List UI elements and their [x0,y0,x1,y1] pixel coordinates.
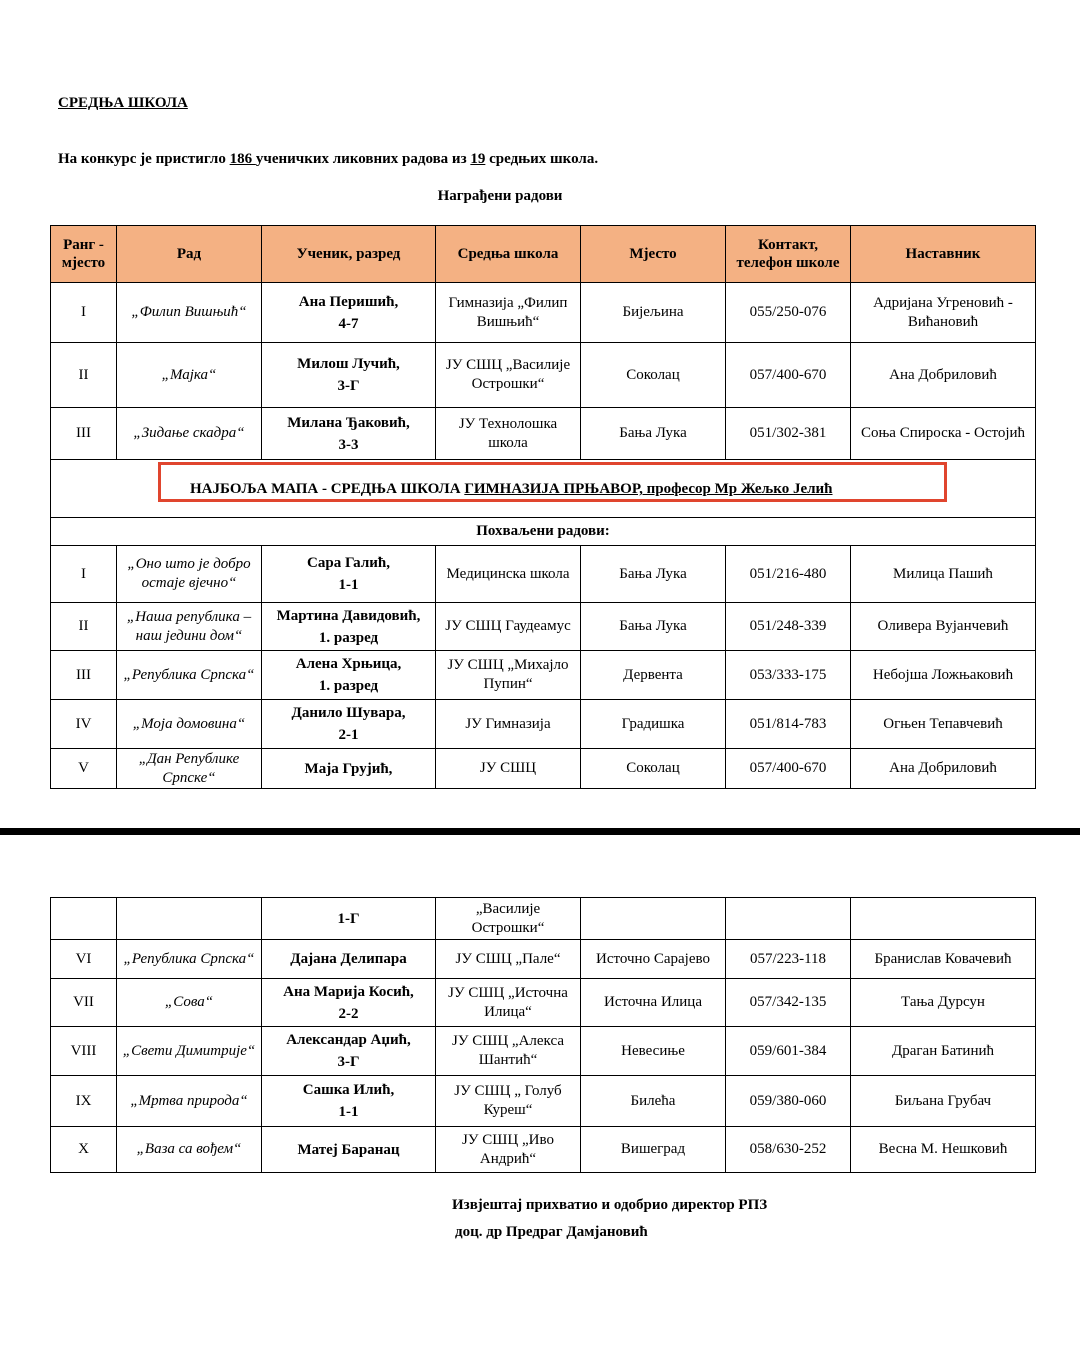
student-name: Милош Лучић, [297,356,400,372]
intro-paragraph [58,151,598,168]
student-cell [262,1076,436,1127]
work-cell [117,898,262,940]
teacher-cell: Небојша Ложњаковић [851,651,1036,700]
school-cell: ЈУ СШЦ „Пале“ [436,940,581,979]
place-cell [581,898,726,940]
place-cell: Дервента [581,651,726,700]
school-cell: Медицинска школа [436,546,581,603]
phone-cell: 059/601-384 [726,1027,851,1076]
column-header-teacher: Наставник [851,226,1036,283]
table-row [51,940,1036,979]
rank-cell [51,898,117,940]
teacher-cell: Ана Добриловић [851,749,1036,789]
rank-cell: II [51,603,117,651]
rank-cell: IV [51,700,117,749]
director-name: доц. др Предраг Дамјановић [455,1224,648,1240]
school-cell: ЈУ СШЦ [436,749,581,789]
student-class: 4-7 [338,315,359,332]
school-cell: ЈУ СШЦ „Василије Острошки“ [436,343,581,408]
school-cell: „Василије Острошки“ [436,898,581,940]
place-cell: Билећа [581,1076,726,1127]
best-map-prefix: НАЈБОЉА МАПА - СРЕДЊА ШКОЛА [190,481,465,497]
rank-cell: I [51,283,117,343]
schools-count: 19 [470,151,486,167]
teacher-cell: Весна М. Нешковић [851,1127,1036,1173]
student-class: 1. разред [318,629,379,646]
work-cell: „Република Српска“ [117,651,262,700]
school-cell: ЈУ СШЦ „Михајло Пупин“ [436,651,581,700]
rank-cell: VII [51,979,117,1027]
student-cell [262,700,436,749]
student-name: Алена Хрњица, [295,656,402,672]
phone-cell: 053/333-175 [726,651,851,700]
phone-cell: 051/248-339 [726,603,851,651]
place-cell: Бања Лука [581,603,726,651]
phone-cell: 051/814-783 [726,700,851,749]
student-name: Данило Шувара, [291,705,406,721]
column-header-rank: Ранг - мјесто [51,226,117,283]
student-class: 1-1 [338,1104,359,1120]
school-cell: ЈУ СШЦ „ Голуб Куреш“ [436,1076,581,1127]
table-header-row [51,226,1036,283]
section-heading: СРЕДЊА ШКОЛА [58,95,188,111]
teacher-cell: Адријана Угреновић - Вићановић [851,283,1036,343]
student-cell [262,1127,436,1173]
column-header-contact: Контакт, телефон школе [726,226,851,283]
teacher-cell: Драган Батинић [851,1027,1036,1076]
student-cell [262,940,436,979]
student-name: Дајана Делипара [290,951,407,967]
table-row [51,1076,1036,1127]
student-name: Ана Перишић, [298,293,399,310]
work-cell: „Сова“ [117,979,262,1027]
student-cell [262,408,436,460]
rank-cell: II [51,343,117,408]
student-class: 3-Г [337,378,360,394]
school-cell: ЈУ СШЦ Гаудеамус [436,603,581,651]
phone-cell: 057/223-118 [726,940,851,979]
student-class: 2-2 [338,1005,359,1022]
intro-part3: средњих школа. [485,151,599,167]
teacher-cell: Бранислав Ковачевић [851,940,1036,979]
column-header-school: Средња школа [436,226,581,283]
work-cell: „Моја домовина“ [117,700,262,749]
teacher-cell: Ана Добриловић [851,343,1036,408]
table-row [51,700,1036,749]
student-class: 3-Г [337,1054,360,1070]
work-cell: „Зидање скадра“ [117,408,262,460]
table-row [51,603,1036,651]
student-cell [262,651,436,700]
approval-text: Извјештај прихватио и одобрио директор РПЗ [452,1197,768,1213]
rank-cell: X [51,1127,117,1173]
best-map-text [190,481,833,498]
teacher-cell: Оливера Вујанчевић [851,603,1036,651]
best-map-winner: ГИМНАЗИЈА ПРЊАВОР, професор Мр Жељко Јелић [464,481,833,497]
table-row [51,408,1036,460]
student-name: Александар Аџић, [286,1032,411,1048]
phone-cell: 057/400-670 [726,343,851,408]
place-cell: Бања Лука [581,546,726,603]
student-name: Милана Ђаковић, [287,414,410,431]
student-cell [262,603,436,651]
student-class: 1. разред [318,678,379,694]
work-cell: „Дан Републике Српске“ [117,749,262,789]
student-name: 1-Г [337,910,360,927]
phone-cell: 051/216-480 [726,546,851,603]
table-row [51,546,1036,603]
phone-cell: 057/342-135 [726,979,851,1027]
place-cell: Бања Лука [581,408,726,460]
phone-cell: 059/380-060 [726,1076,851,1127]
phone-cell: 057/400-670 [726,749,851,789]
work-cell: „Република Српска“ [117,940,262,979]
work-cell: „Оно што је добро остаје вјечно“ [117,546,262,603]
place-cell: Источно Сарајево [581,940,726,979]
school-cell: ЈУ Технолошка школа [436,408,581,460]
school-cell: Гимназија „Филип Вишњић“ [436,283,581,343]
student-cell [262,283,436,343]
work-cell: „Мајка“ [117,343,262,408]
rank-cell: VI [51,940,117,979]
student-name: Сара Галић, [307,555,390,571]
commended-title-row [51,518,1036,546]
student-name: Сашка Илић, [302,1082,395,1098]
student-class: 3-3 [338,436,359,453]
teacher-cell: Огњен Тепавчевић [851,700,1036,749]
rank-cell: I [51,546,117,603]
page-break-divider [0,828,1080,835]
works-count: 186 [229,151,256,167]
student-name: Матеј Баранац [297,1141,400,1158]
student-name: Мартина Давидовић, [276,607,421,624]
school-cell: ЈУ СШЦ „Иво Андрић“ [436,1127,581,1173]
column-header-student: Ученик, разред [262,226,436,283]
student-name: Маја Грујић, [304,760,393,777]
work-cell: „Наша република – наш једини дом“ [117,603,262,651]
column-header-place: Мјесто [581,226,726,283]
place-cell: Вишеград [581,1127,726,1173]
rank-cell: IX [51,1076,117,1127]
place-cell: Градишка [581,700,726,749]
student-cell [262,343,436,408]
rank-cell: VIII [51,1027,117,1076]
table-row [51,979,1036,1027]
place-cell: Соколац [581,343,726,408]
table-row [51,283,1036,343]
phone-cell [726,898,851,940]
student-class: 1-1 [338,577,359,593]
intro-part1: На конкурс је пристигло [58,151,230,167]
teacher-cell: Тања Дурсун [851,979,1036,1027]
school-cell: ЈУ Гимназија [436,700,581,749]
commended-title: Похваљени радови: [51,518,1036,546]
place-cell: Бијељина [581,283,726,343]
continued-table [50,897,1036,1173]
place-cell: Невесиње [581,1027,726,1076]
student-name: Ана Марија Косић, [283,983,414,1000]
awards-table [50,225,1036,789]
student-cell [262,898,436,940]
work-cell: „Мртва природа“ [117,1076,262,1127]
table-row [51,651,1036,700]
table-row [51,1027,1036,1076]
teacher-cell: Соња Спироска - Остојић [851,408,1036,460]
place-cell: Соколац [581,749,726,789]
student-cell [262,1027,436,1076]
place-cell: Источна Илица [581,979,726,1027]
work-cell: „Ваза са вођем“ [117,1127,262,1173]
teacher-cell [851,898,1036,940]
table-row [51,1127,1036,1173]
student-cell [262,749,436,789]
student-class: 2-1 [338,727,359,743]
school-cell: ЈУ СШЦ „Источна Илица“ [436,979,581,1027]
phone-cell: 051/302-381 [726,408,851,460]
school-cell: ЈУ СШЦ „Алекса Шантић“ [436,1027,581,1076]
table-row [51,343,1036,408]
intro-part2: ученичких ликовних радова из [255,151,471,167]
work-cell: „Филип Вишњић“ [117,283,262,343]
awards-title: Награђени радови [437,188,563,204]
column-header-work: Рад [117,226,262,283]
work-cell: „Свети Димитрије“ [117,1027,262,1076]
table-row [51,898,1036,940]
phone-cell: 055/250-076 [726,283,851,343]
phone-cell: 058/630-252 [726,1127,851,1173]
student-cell [262,546,436,603]
teacher-cell: Милица Пашић [851,546,1036,603]
student-cell [262,979,436,1027]
teacher-cell: Биљана Грубач [851,1076,1036,1127]
rank-cell: III [51,651,117,700]
rank-cell: V [51,749,117,789]
table-row [51,749,1036,789]
rank-cell: III [51,408,117,460]
